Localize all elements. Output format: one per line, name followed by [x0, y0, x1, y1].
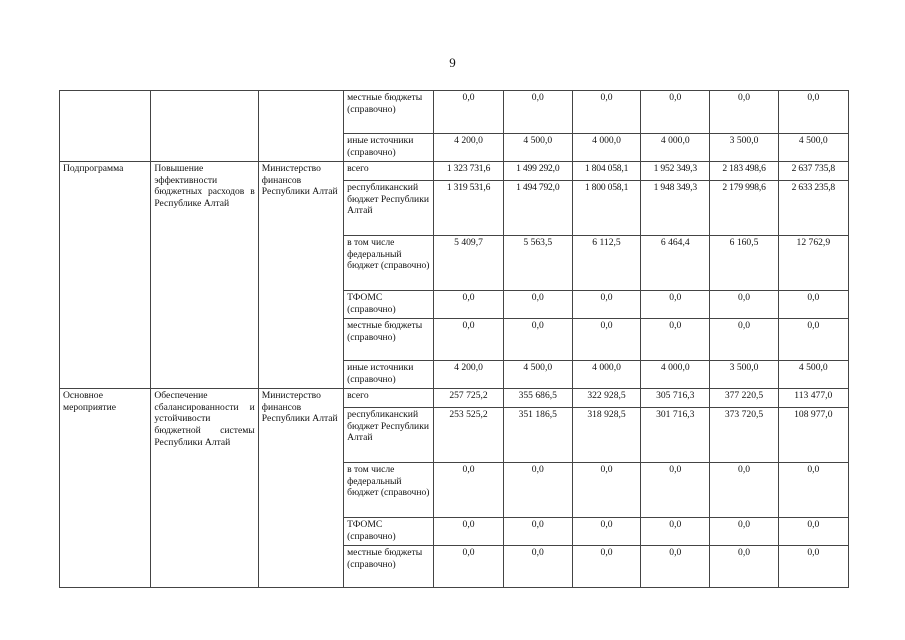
value-cell: 1 499 292,0 — [503, 162, 572, 181]
type-cell: Подпрограмма — [60, 162, 151, 389]
source-cell: иные источники (справочно) — [344, 361, 434, 389]
value-cell: 2 179 998,6 — [710, 181, 778, 236]
source-cell: ТФОМС (справочно) — [344, 518, 434, 546]
value-cell: 1 800 058,1 — [572, 181, 640, 236]
value-cell: 377 220,5 — [710, 389, 778, 408]
source-cell: республиканский бюджет Республики Алтай — [344, 408, 434, 463]
value-cell: 5 409,7 — [434, 236, 503, 291]
value-cell: 4 200,0 — [434, 361, 503, 389]
value-cell: 5 563,5 — [503, 236, 572, 291]
value-cell: 0,0 — [434, 518, 503, 546]
value-cell: 0,0 — [710, 546, 778, 588]
value-cell: 253 525,2 — [434, 408, 503, 463]
value-cell: 0,0 — [778, 518, 848, 546]
value-cell: 3 500,0 — [710, 361, 778, 389]
value-cell: 0,0 — [641, 518, 710, 546]
value-cell: 1 948 349,3 — [641, 181, 710, 236]
value-cell: 305 716,3 — [641, 389, 710, 408]
value-cell: 113 477,0 — [778, 389, 848, 408]
value-cell: 0,0 — [710, 91, 778, 134]
value-cell: 0,0 — [710, 319, 778, 361]
value-cell: 0,0 — [434, 319, 503, 361]
value-cell: 322 928,5 — [572, 389, 640, 408]
value-cell: 4 000,0 — [641, 361, 710, 389]
value-cell: 4 000,0 — [572, 361, 640, 389]
value-cell: 0,0 — [503, 518, 572, 546]
value-cell: 0,0 — [778, 546, 848, 588]
value-cell: 3 500,0 — [710, 134, 778, 162]
value-cell: 1 319 531,6 — [434, 181, 503, 236]
source-cell: всего — [344, 162, 434, 181]
value-cell: 0,0 — [778, 319, 848, 361]
value-cell: 4 500,0 — [503, 134, 572, 162]
executor-cell: Министерство финансов Республики Алтай — [258, 162, 343, 389]
name-cell: Повышение эффективности бюджетных расходов в Республике Алтай — [151, 162, 258, 389]
name-cell: Обеспечение сбалансированности и устойчивости бюджетной системы Республики Алтай — [151, 389, 258, 588]
value-cell: 0,0 — [710, 463, 778, 518]
value-cell: 108 977,0 — [778, 408, 848, 463]
value-cell: 1 494 792,0 — [503, 181, 572, 236]
value-cell: 4 200,0 — [434, 134, 503, 162]
value-cell: 0,0 — [572, 91, 640, 134]
value-cell: 0,0 — [572, 291, 640, 319]
source-cell: иные источники (справочно) — [344, 134, 434, 162]
value-cell: 373 720,5 — [710, 408, 778, 463]
value-cell: 6 464,4 — [641, 236, 710, 291]
value-cell: 257 725,2 — [434, 389, 503, 408]
value-cell: 12 762,9 — [778, 236, 848, 291]
value-cell: 301 716,3 — [641, 408, 710, 463]
value-cell: 355 686,5 — [503, 389, 572, 408]
value-cell: 0,0 — [778, 463, 848, 518]
value-cell: 2 637 735,8 — [778, 162, 848, 181]
value-cell: 6 112,5 — [572, 236, 640, 291]
value-cell: 0,0 — [503, 291, 572, 319]
source-cell: местные бюджеты (справочно) — [344, 91, 434, 134]
table-row — [60, 91, 849, 134]
value-cell: 0,0 — [572, 518, 640, 546]
name-cell — [151, 91, 258, 162]
value-cell: 0,0 — [778, 91, 848, 134]
value-cell: 1 804 058,1 — [572, 162, 640, 181]
value-cell: 0,0 — [503, 463, 572, 518]
value-cell: 351 186,5 — [503, 408, 572, 463]
value-cell: 0,0 — [572, 463, 640, 518]
value-cell: 0,0 — [434, 463, 503, 518]
value-cell: 1 952 349,3 — [641, 162, 710, 181]
value-cell: 0,0 — [503, 546, 572, 588]
value-cell: 0,0 — [434, 546, 503, 588]
value-cell: 0,0 — [710, 291, 778, 319]
source-cell: всего — [344, 389, 434, 408]
value-cell: 0,0 — [641, 463, 710, 518]
value-cell: 1 323 731,6 — [434, 162, 503, 181]
type-cell — [60, 91, 151, 162]
value-cell: 0,0 — [710, 518, 778, 546]
table-row — [60, 389, 849, 408]
source-cell: ТФОМС (справочно) — [344, 291, 434, 319]
value-cell: 0,0 — [641, 291, 710, 319]
source-cell: местные бюджеты (справочно) — [344, 546, 434, 588]
value-cell: 0,0 — [503, 91, 572, 134]
type-cell: Основное мероприятие — [60, 389, 151, 588]
value-cell: 0,0 — [641, 546, 710, 588]
value-cell: 0,0 — [434, 91, 503, 134]
value-cell: 4 000,0 — [572, 134, 640, 162]
value-cell: 4 500,0 — [503, 361, 572, 389]
executor-cell — [258, 91, 343, 162]
source-cell: местные бюджеты (справочно) — [344, 319, 434, 361]
value-cell: 0,0 — [641, 319, 710, 361]
value-cell: 2 183 498,6 — [710, 162, 778, 181]
value-cell: 4 500,0 — [778, 134, 848, 162]
source-cell: в том числе федеральный бюджет (справочно) — [344, 236, 434, 291]
value-cell: 4 500,0 — [778, 361, 848, 389]
value-cell: 0,0 — [778, 291, 848, 319]
value-cell: 0,0 — [434, 291, 503, 319]
value-cell: 0,0 — [572, 546, 640, 588]
source-cell: в том числе федеральный бюджет (справочно) — [344, 463, 434, 518]
value-cell: 2 633 235,8 — [778, 181, 848, 236]
value-cell: 318 928,5 — [572, 408, 640, 463]
source-cell: республиканский бюджет Республики Алтай — [344, 181, 434, 236]
value-cell: 6 160,5 — [710, 236, 778, 291]
page-number: 9 — [449, 55, 456, 70]
value-cell: 0,0 — [503, 319, 572, 361]
value-cell: 0,0 — [572, 319, 640, 361]
value-cell: 0,0 — [641, 91, 710, 134]
executor-cell: Министерство финансов Республики Алтай — [258, 389, 343, 588]
table-row — [60, 162, 849, 181]
budget-table — [59, 90, 849, 588]
value-cell: 4 000,0 — [641, 134, 710, 162]
